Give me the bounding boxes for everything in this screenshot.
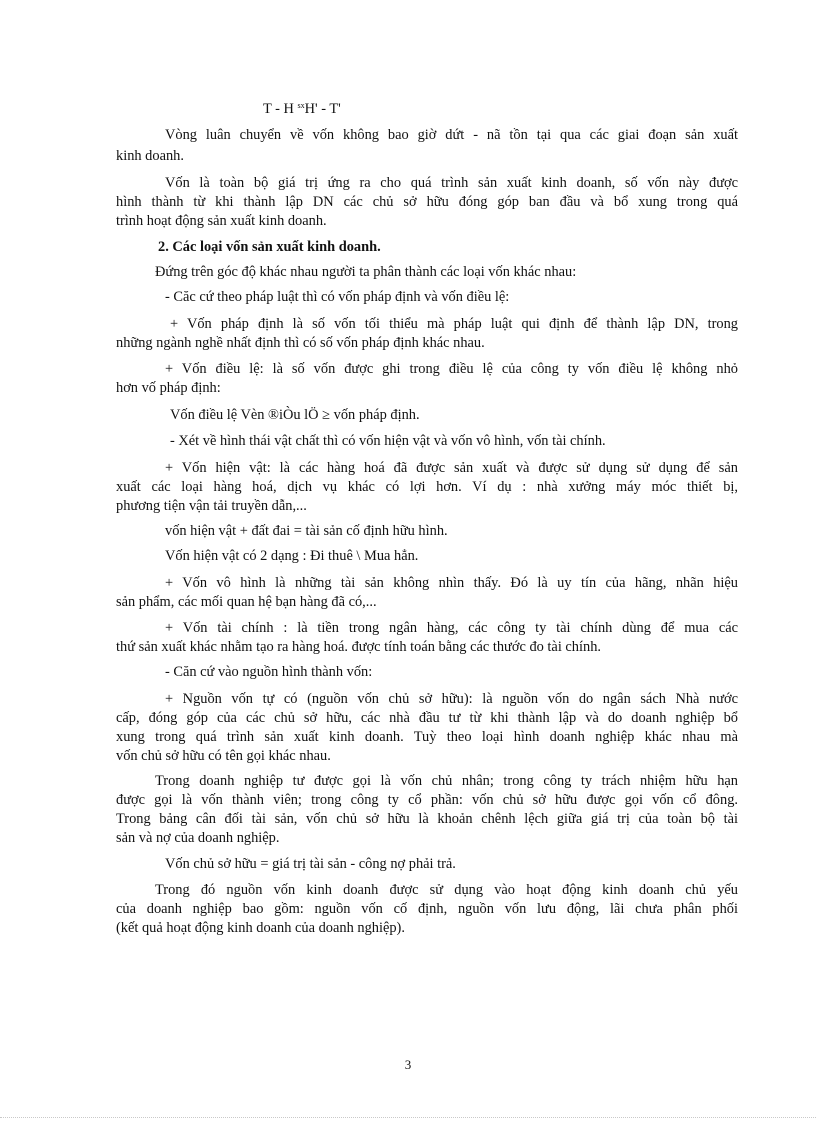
text-line: Vòng luân chuyển về vốn không bao giờ dứt - nã tồn tại qua các giai đoạn sản xuất xyxy=(165,127,738,143)
text-line: trình hoạt động sản xuất kinh doanh. xyxy=(116,213,327,229)
formula-pre: T - H xyxy=(263,101,298,117)
text-line: - Căn cứ vào nguồn hình thành vốn: xyxy=(165,664,373,680)
text-line: hình thành từ khi thành lập DN các chủ sở hữu đóng góp ban đầu và bổ xung trong quá xyxy=(116,194,738,210)
text-line: hơn vố pháp định: xyxy=(116,380,221,396)
text-line: sản và nợ của doanh nghiệp. xyxy=(116,830,280,846)
section-heading: 2. Các loại vốn sản xuất kinh doanh. xyxy=(158,239,381,255)
text-line: thứ sản xuất khác nhằm tạo ra hàng hoá. được tính toán bằng các thước đo tài chính. xyxy=(116,639,601,655)
text-line: - Căc cứ theo pháp luật thì có vốn pháp định và vốn điều lệ: xyxy=(165,289,510,305)
formula-line xyxy=(263,102,341,116)
text-line: (kết quả hoạt động kinh doanh của doanh nghiệp). xyxy=(116,920,405,936)
text-line: Vốn là toàn bộ giá trị ứng ra cho quá trình sản xuất kinh doanh, số vốn này được xyxy=(165,175,738,191)
text-line: + Vốn hiện vật: là các hàng hoá đã được sản xuất và được sử dụng sử dụng để sản xyxy=(165,460,738,476)
text-line: Trong doanh nghiệp tư được gọi là vốn chủ nhân; trong công ty trách nhiệm hữu hạn xyxy=(155,773,738,789)
text-line: + Vốn pháp định là số vốn tối thiểu mà pháp luật qui định để thành lập DN, trong xyxy=(170,316,738,332)
text-line: phương tiện vận tải truyền dẫn,... xyxy=(116,498,307,514)
text-line: Vốn điều lệ Vèn ®iÒu lÖ ≥ vốn pháp định. xyxy=(170,407,420,423)
formula-post: H' - T' xyxy=(304,101,341,117)
page-bottom-divider xyxy=(0,1117,816,1118)
text-line: - Xét về hình thái vật chất thì có vốn hiện vật và vốn vô hình, vốn tài chính. xyxy=(170,433,606,449)
text-line: vốn hiện vật + đất đai = tài sản cố định hữu hình. xyxy=(165,523,448,539)
text-line: Đứng trên góc độ khác nhau người ta phân thành các loại vốn khác nhau: xyxy=(155,264,577,280)
text-line: cấp, đóng góp của các chủ sở hữu, các nhà đầu tư từ khi thành lập và do doanh nghiệp bổ xyxy=(116,710,738,726)
text-line: xuất các loại hàng hoá, dịch vụ khác có lợi hơn. Ví dụ : nhà xưởng máy móc thiết bị, xyxy=(116,479,738,495)
text-line: + Vốn vô hình là những tài sản không nhìn thấy. Đó là uy tín của hãng, nhãn hiệu xyxy=(165,575,738,591)
text-line: + Vốn điều lệ: là số vốn được ghi trong điều lệ của công ty vốn điều lệ không nhỏ xyxy=(165,361,738,377)
text-line: + Vốn tài chính : là tiền trong ngân hàng, các công ty tài chính dùng để mua các xyxy=(165,620,738,636)
text-line: Trong bảng cân đối tài sản, vốn chủ sở hữu là khoản chênh lệch giữa giá trị của toàn bộ tài xyxy=(116,811,738,827)
text-line: xung trong quá trình sản xuất kinh doanh. Tuỳ theo loại hình doanh nghiệp khác nhau mà xyxy=(116,729,738,745)
text-line: sản phẩm, các mối quan hệ bạn hàng đã có,... xyxy=(116,594,377,610)
text-line: vốn chủ sở hữu có tên gọi khác nhau. xyxy=(116,748,331,764)
text-line: Vốn chủ sở hữu = giá trị tài sản - công nợ phải trả. xyxy=(165,856,456,872)
text-line: những ngành nghề nhất định thì có số vốn pháp định khác nhau. xyxy=(116,335,485,351)
text-line: Trong đó nguồn vốn kinh doanh được sử dụng vào hoạt động kinh doanh chủ yếu xyxy=(155,882,738,898)
text-line: Vốn hiện vật có 2 dạng : Đi thuê \ Mua hẳn. xyxy=(165,548,419,564)
page-number: 3 xyxy=(404,1057,412,1072)
text-line: được gọi là vốn thành viên; trong công ty cổ phần: vốn chủ sở hữu được gọi vốn cổ đông. xyxy=(116,792,738,808)
text-line: kinh doanh. xyxy=(116,148,184,164)
formula-sup: sx xyxy=(297,101,305,110)
text-line: + Nguồn vốn tự có (nguồn vốn chủ sở hữu): là nguồn vốn do ngân sách Nhà nước xyxy=(165,691,738,707)
text-line: của doanh nghiệp bao gồm: nguồn vốn cố định, nguồn vốn lưu động, lãi chưa phân phối xyxy=(116,901,738,917)
